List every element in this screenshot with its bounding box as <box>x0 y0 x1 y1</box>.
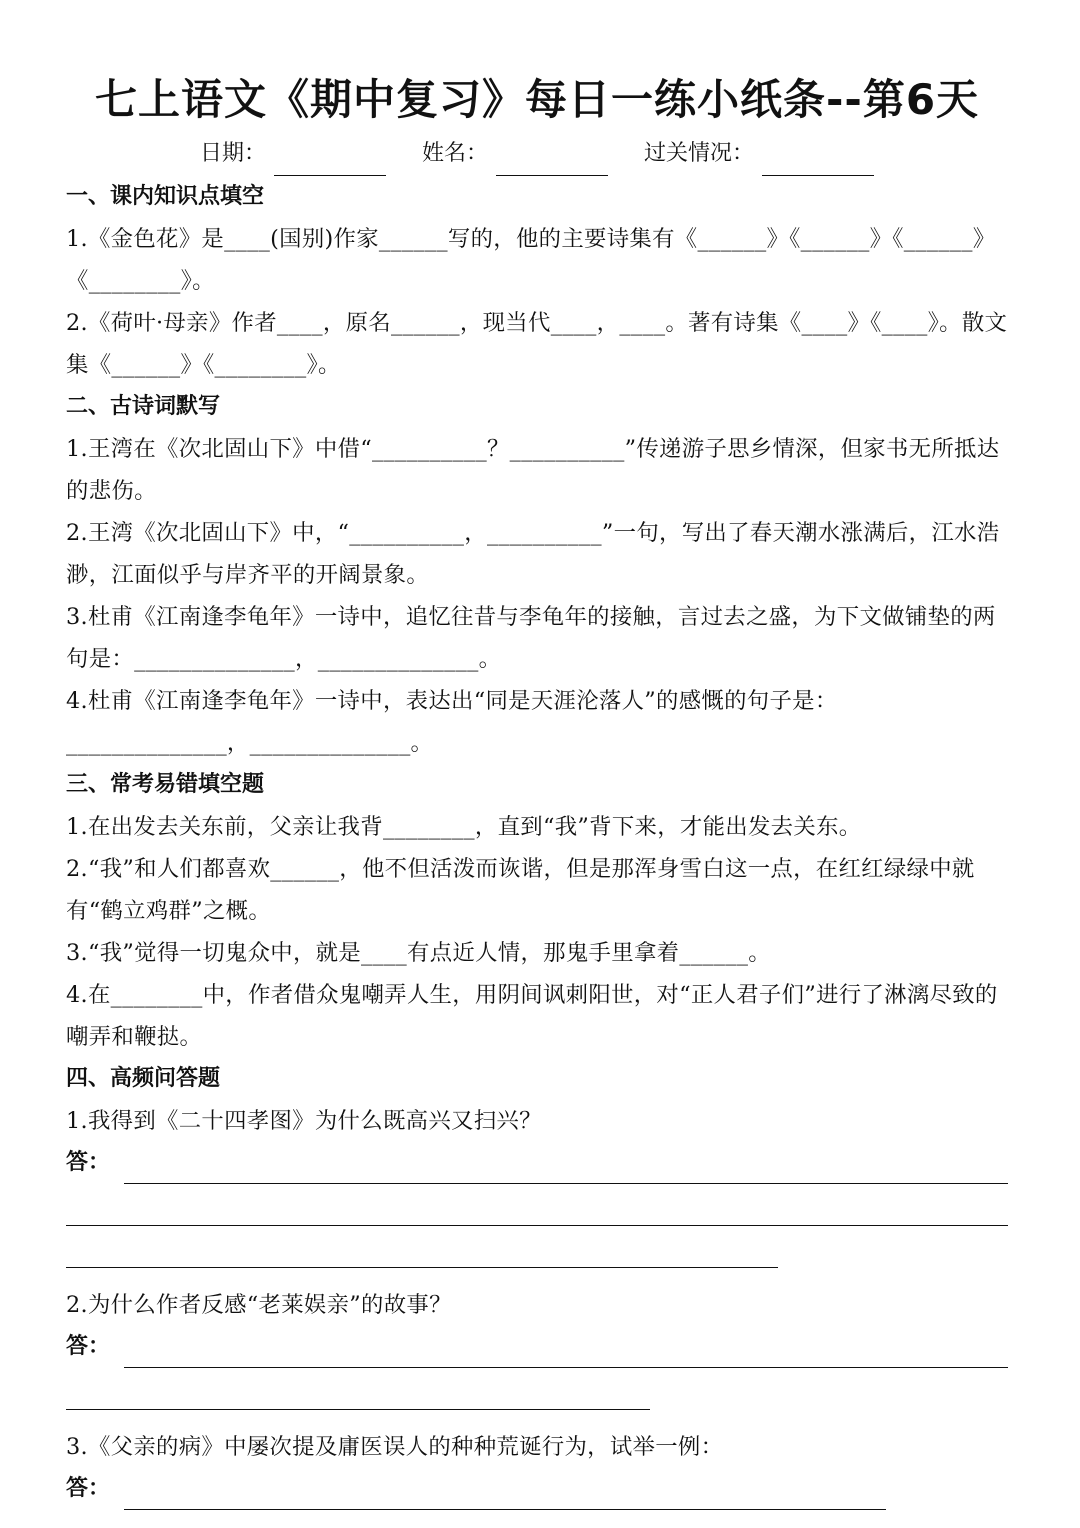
question: 2.“我”和人们都喜欢______，他不但活泼而诙谐，但是那浑身雪白这一点，在红红绿绿中就有“鹤立鸡群”之概。 <box>66 856 975 924</box>
answer-label: 答： <box>66 1334 111 1359</box>
question: 1.《金色花》是____(国别)作家______写的，他的主要诗集有《______》《______》《______》《________》。 <box>66 226 996 294</box>
section-heading: 四、高频问答题 <box>66 1066 221 1091</box>
answer-line[interactable] <box>66 1379 650 1410</box>
question: 1.我得到《二十四孝图》为什么既高兴又扫兴？ <box>66 1108 542 1134</box>
question: 2.王湾《次北固山下》中，“__________，__________”一句，写出了春天潮水涨满后，江水浩渺，江面似乎与岸齐平的开阔景象。 <box>66 520 1000 588</box>
answer-row <box>66 1326 1008 1368</box>
section-heading: 三、常考易错填空题 <box>66 772 265 797</box>
question: 1.在出发去关东前，父亲让我背________，直到“我”背下来，才能出发去关东。 <box>66 814 862 840</box>
question: 4.在________中，作者借众鬼嘲弄人生，用阴间讽刺阳世，对“正人君子们”进行了淋漓尽致的嘲弄和鞭挞。 <box>66 982 998 1050</box>
name-blank[interactable] <box>496 147 608 176</box>
date-blank[interactable] <box>274 147 386 176</box>
section-3 <box>66 764 1008 1058</box>
status-field <box>644 132 874 176</box>
answer-row <box>66 1184 1008 1226</box>
page-title: 七上语文《期中复习》每日一练小纸条--第6天 <box>94 75 980 124</box>
answer-label: 答： <box>66 1476 111 1501</box>
section-heading: 二、古诗词默写 <box>66 394 221 419</box>
answer-line[interactable] <box>124 1337 1008 1368</box>
question: 2.《荷叶·母亲》作者____，原名______，现当代____，____。著有诗集《____》《____》。散文集《______》《________》。 <box>66 310 1008 378</box>
question: 3.杜甫《江南逢李龟年》一诗中，追忆往昔与李龟年的接触，言过去之盛，为下文做铺垫的两句是：______________，______________。 <box>66 604 996 672</box>
answer-row <box>66 1468 1008 1510</box>
header-fields <box>66 132 1008 176</box>
question: 1.王湾在《次北固山下》中借“__________？__________”传递游子思乡情深，但家书无所抵达的悲伤。 <box>66 436 1000 504</box>
section-1 <box>66 176 1008 386</box>
answer-row <box>66 1368 1008 1410</box>
question: 3.《父亲的病》中屡次提及庸医误人的种种荒诞行为，试举一例： <box>66 1434 724 1460</box>
question: 3.“我”觉得一切鬼众中，就是____有点近人情，那鬼手里拿着______。 <box>66 940 771 966</box>
answer-label: 答： <box>66 1150 111 1175</box>
name-label: 姓名： <box>421 141 488 166</box>
question: 2.为什么作者反感“老莱娱亲”的故事？ <box>66 1292 452 1318</box>
date-label: 日期： <box>199 141 266 166</box>
answer-line[interactable] <box>66 1237 778 1268</box>
section-heading: 一、课内知识点填空 <box>66 184 265 209</box>
answer-row <box>66 1226 1008 1268</box>
answer-line[interactable] <box>124 1479 886 1510</box>
status-blank[interactable] <box>762 147 874 176</box>
answer-line[interactable] <box>66 1195 1008 1226</box>
section-2 <box>66 386 1008 764</box>
status-label: 过关情况： <box>644 141 755 166</box>
question: 4.杜甫《江南逢李龟年》一诗中，表达出“同是天涯沦落人”的感慨的句子是：______________，______________。 <box>66 688 838 756</box>
date-field <box>200 132 386 176</box>
answer-line[interactable] <box>124 1153 1008 1184</box>
section-4 <box>66 1058 1008 1510</box>
name-field <box>422 132 608 176</box>
answer-row <box>66 1142 1008 1184</box>
